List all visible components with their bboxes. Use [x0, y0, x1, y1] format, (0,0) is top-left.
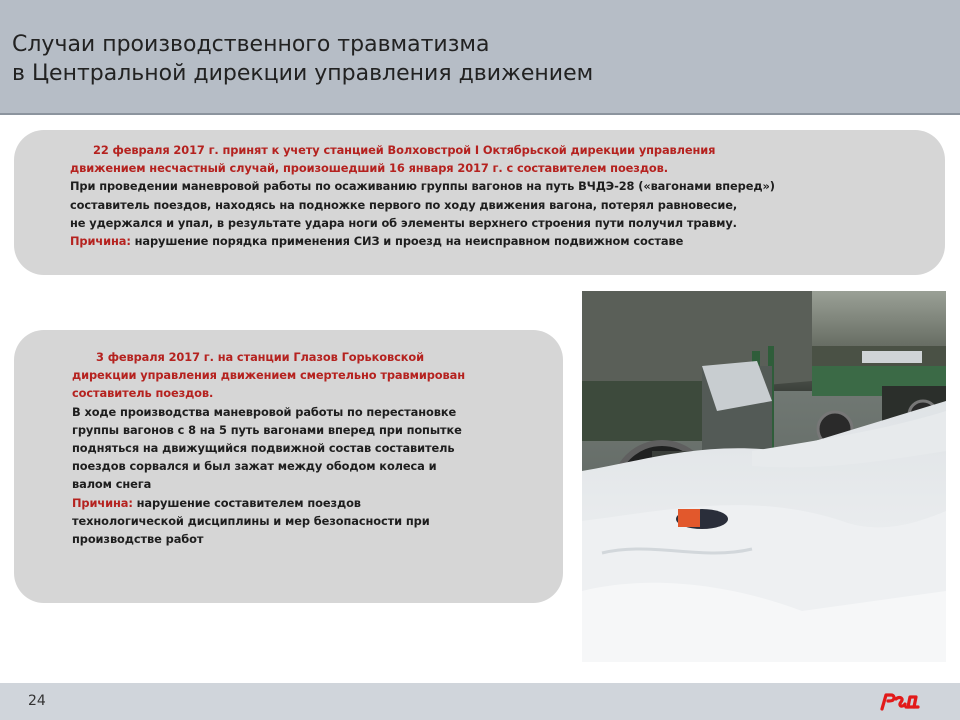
incident-2-cause-line-3: производстве работ [72, 532, 204, 547]
incident-2-line-3: составитель поездов. [72, 386, 214, 401]
cause-text: нарушение порядка применения СИЗ и проезд на неисправном подвижном составе [130, 234, 684, 249]
cause-text: нарушение составителем поездов [132, 495, 361, 510]
cause-label: Причина: [70, 234, 131, 249]
incident-photo [582, 291, 946, 662]
incident-text-1 [70, 141, 775, 250]
slide-title [12, 30, 593, 88]
incident-text-2 [72, 348, 465, 548]
incident-1-line-3: При проведении маневровой работы по осаживанию группы вагонов на путь ВЧДЭ-28 («вагонами вперед») [70, 179, 775, 194]
incident-2-line-4: В ходе производства маневровой работы по перестановке [72, 404, 457, 419]
incident-2-line-8: валом снега [72, 477, 152, 492]
title-line-1: Случаи производственного травматизма [12, 32, 490, 57]
incident-1-line-5: не удержался и упал, в результате удара ноги об элементы верхнего строения пути получил травму. [70, 215, 737, 230]
incident-2-line-7: поездов сорвался и был зажат между ободом колеса и [72, 459, 437, 474]
incident-2-line-5: группы вагонов с 8 на 5 путь вагонами вперед при попытке [72, 422, 462, 437]
incident-1-line-1: 22 февраля 2017 г. принят к учету станцией Волховстрой I Октябрьской дирекции управления [93, 143, 716, 157]
incident-2-line-6: подняться на движущийся подвижной состав составитель [72, 441, 455, 456]
page-number: 24 [28, 693, 46, 709]
incident-1-line-4: составитель поездов, находясь на подножке первого по ходу движения вагона, потерял равновесие, [70, 197, 738, 212]
footer-bar [0, 683, 960, 720]
incident-2-line-1: 3 февраля 2017 г. на станции Глазов Горьковской [96, 350, 425, 364]
incident-2-cause-line-2: технологической дисциплины и мер безопасности при [72, 513, 430, 528]
incident-1-cause [70, 232, 775, 250]
incident-1-line-2: движением несчастный случай, произошедший 16 января 2017 г. с составителем поездов. [70, 161, 668, 176]
cause-label: Причина: [72, 495, 133, 510]
header-divider [0, 113, 960, 115]
rzd-logo [874, 689, 930, 713]
title-line-2: в Центральной дирекции управления движением [12, 61, 594, 86]
incident-2-line-2: дирекции управления движением смертельно травмирован [72, 368, 465, 383]
incident-2-cause [72, 494, 465, 512]
